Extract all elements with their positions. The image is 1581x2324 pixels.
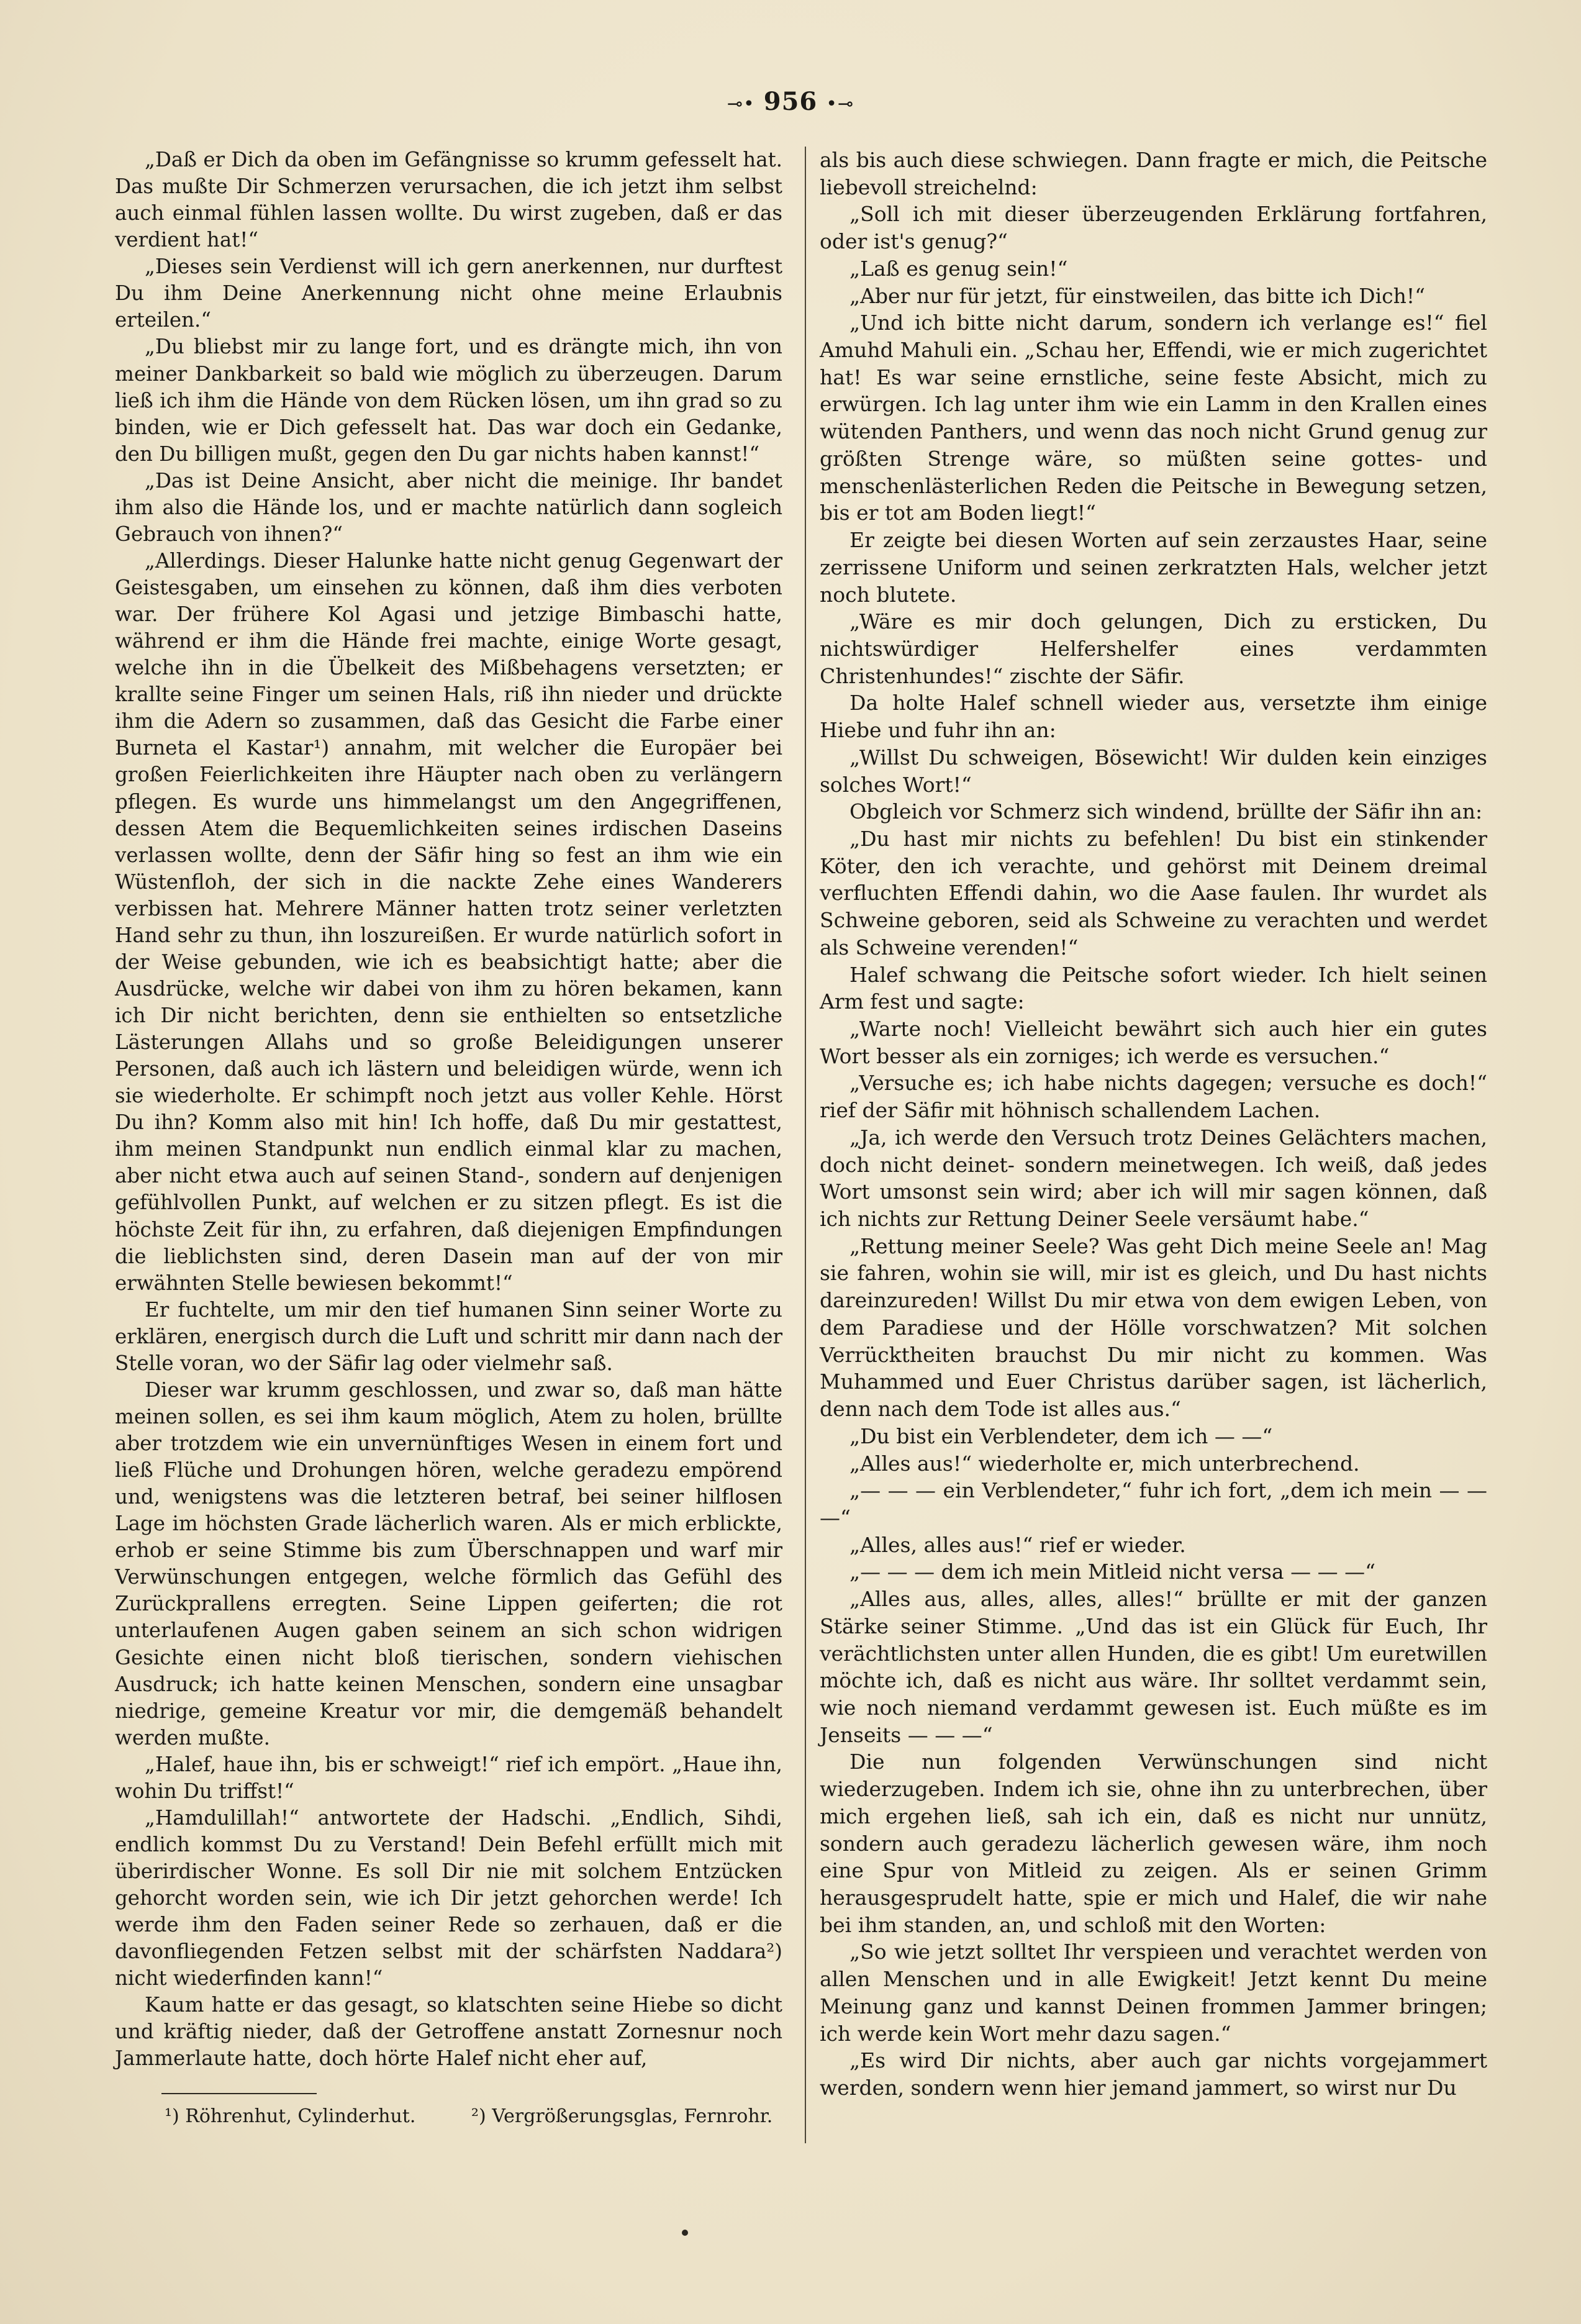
paragraph: „— — — ein Verblendeter,“ fuhr ich fort, „dem ich mein — — —“ (820, 1478, 1487, 1530)
paragraph: „Ja, ich werde den Versuch trotz Deines Gelächters machen, doch nicht deinet- sondern meinetwegen. Ich weiß, daß jedes Wort umsonst sein wird; aber ich will mir sagen können, daß ich nichts zur Rettung Deiner Seele versäumt habe.“ (820, 1125, 1487, 1232)
paragraph: „Rettung meiner Seele? Was geht Dich meine Seele an! Mag sie fahren, wohin sie will, mir ist es gleich, und Du hast nichts dareinzureden! Willst Du mir etwa von dem ewigen Leben, von dem Paradiese und der Hölle vorschwatzen? Mit solchen Verrücktheiten brauchst Du mir nicht zu kommen. Was Muhammed und Euer Christus darüber sagen, ist lächerlich, denn nach dem Tode ist alles aus.“ (820, 1233, 1487, 1422)
paragraph: Dieser war krumm geschlossen, und zwar so, daß man hätte meinen sollen, es sei ihm kaum möglich, Atem zu holen, brüllte aber trotzdem wie ein unvernünftiges Wesen in einem fort und ließ Flüche und Drohungen hören, welche geradezu empörend und, wenigstens was die letzteren betraf, bei seiner hilflosen Lage im höchsten Grade lächerlich waren. Als er mich erblickte, erhob er seine Stimme bis zum Überschnappen und warf mir Verwünschungen entgegen, welche förmlich das Gefühl des Zurückprallens erregten. Seine Lippen geiferten; die rot unterlaufenen Augen gaben seinem an sich schon widrigen Gesichte einen nicht bloß tierischen, sondern viehischen Ausdruck; ich hatte keinen Menschen, sondern eine unsagbar niedrige, gemeine Kreatur vor mir, die demgemäß behandelt werden mußte. (115, 1378, 782, 1750)
footnote-2: ²) Vergrößerungsglas, Fernrohr. (471, 2105, 773, 2127)
paragraph: „Du bist ein Verblendeter, dem ich — —“ (849, 1423, 1273, 1448)
right-column (820, 147, 1487, 2102)
page-number: 956 (763, 87, 818, 116)
paragraph: „Alles aus, alles, alles, alles!“ brüllte er mit der ganzen Stärke seiner Stimme. „Und das ist ein Glück für Euch, Ihr verächtlichsten unter allen Hunden, die es gibt! Um euretwillen möchte ich, daß es nicht aus wäre. Ihr solltet verdammt sein, wie noch niemand verdammt gewesen ist. Euch müßte es im Jenseits — — —“ (820, 1587, 1487, 1747)
footnote-rule (161, 2093, 317, 2094)
paragraph: „Willst Du schweigen, Bösewicht! Wir dulden kein einziges solches Wort!“ (820, 745, 1487, 797)
page-header (0, 87, 1581, 116)
paragraph: „Warte noch! Vielleicht bewährt sich auch hier ein gutes Wort besser als ein zorniges; ich werde es versuchen.“ (820, 1017, 1487, 1068)
paragraph: „So wie jetzt solltet Ihr verspieen und verachtet werden von allen Menschen und in alle Ewigkeit! Jetzt kennt Du meine Meinung ganz und kannst Deinen frommen Jammer bringen; ich werde kein Wort mehr dazu sagen.“ (820, 1940, 1487, 2046)
paragraph: Da holte Halef schnell wieder aus, versetzte ihm einige Hiebe und fuhr ihn an: (820, 691, 1487, 743)
paragraph: „Du hast mir nichts zu befehlen! Du bist ein stinkender Köter, den ich verachte, und gehörst mit Deinem dreimal verfluchten Effendi dahin, wo die Aase faulen. Ihr wurdet als Schweine geboren, seid als Schweine zu verachten und werdet als Schweine verenden!“ (820, 826, 1487, 960)
paragraph: Obgleich vor Schmerz sich windend, brüllte der Säfir ihn an: (849, 799, 1483, 824)
paragraph: „Wäre es mir doch gelungen, Dich zu ersticken, Du nichtswürdiger Helfershelfer eines verdammten Christenhundes!“ zischte der Säfir. (820, 609, 1487, 688)
paragraph: „Alles aus!“ wiederholte er, mich unterbrechend. (849, 1451, 1360, 1476)
paragraph: als bis auch diese schwiegen. Dann fragte er mich, die Peitsche liebevoll streichelnd: (820, 148, 1487, 199)
column-divider (805, 147, 806, 2143)
paragraph: „Alles, alles aus!“ rief er wieder. (849, 1532, 1186, 1557)
paragraph: „Halef, haue ihn, bis er schweigt!“ rief ich empört. „Haue ihn, wohin Du triffst!“ (115, 1752, 782, 1803)
paragraph: „Aber nur für jetzt, für einstweilen, das bitte ich Dich!“ (849, 283, 1426, 308)
footnote-1: ¹) Röhrenhut, Cylinderhut. (165, 2105, 416, 2127)
paragraph: Die nun folgenden Verwünschungen sind nicht wiederzugeben. Indem ich sie, ohne ihn zu unterbrechen, über mich ergehen ließ, sah ich ein, daß es nicht nur unnütz, sondern auch geradezu lächerlich gewesen wäre, ihm noch eine Spur von Mitleid zu zeigen. Als er seinen Grimm herausgesprudelt hatte, spie er mich und Halef, die wir nahe bei ihm standen, an, und schloß mit den Worten: (820, 1750, 1487, 1937)
left-ornament-icon: ⊸• (727, 93, 755, 115)
paragraph: Kaum hatte er das gesagt, so klatschten seine Hiebe so dicht und kräftig nieder, daß der Getroffene anstatt Zornesnur noch Jammerlaute hatte, doch hörte Halef nicht eher auf, (115, 1993, 782, 2071)
paragraph: „Hamdulillah!“ antwortete der Hadschi. „Endlich, Sihdi, endlich kommst Du zu Verstand! Dein Befehl erfüllt mich mit überirdischer Wonne. Es soll Dir nie mit solchem Entzücken gehorcht worden sein, wie ich Dir jetzt gehorchen werde! Ich werde ihm den Faden seiner Rede so zerhauen, daß er die davonfliegenden Fetzen selbst mit der schärfsten Naddara²) nicht wiederfinden kann!“ (115, 1805, 782, 1990)
left-column (115, 147, 782, 2072)
paragraph: „Und ich bitte nicht darum, sondern ich verlange es!“ fiel Amuhd Mahuli ein. „Schau her, Effendi, wie er mich zugerichtet hat! Es war seine ernstliche, seine feste Absicht, mich zu erwürgen. Ich lag unter ihm wie ein Lamm in den Krallen eines wütenden Panthers, und wenn das noch nicht Grund genug zur größten Strenge wäre, so müßten seine gottes- und menschenlästerlichen Reden die Peitsche in Bewegung setzen, bis er tot am Boden liegt!“ (820, 311, 1487, 525)
paragraph: Halef schwang die Peitsche sofort wieder. Ich hielt seinen Arm fest und sagte: (820, 962, 1487, 1014)
paragraph: „Du bliebst mir zu lange fort, und es drängte mich, ihn von meiner Dankbarkeit so bald wie möglich zu überzeugen. Darum ließ ich ihm die Hände von dem Rücken lösen, um ihn grad so zu binden, wie er Dich gefesselt hat. Das war doch ein Gedanke, den Du billigen mußt, gegen den Du gar nichts haben kannst!“ (115, 335, 782, 466)
paragraph: „Laß es genug sein!“ (849, 256, 1068, 281)
paragraph: „Daß er Dich da oben im Gefängnisse so krumm gefesselt hat. Das mußte Dir Schmerzen verursachen, die ich jetzt ihm selbst auch einmal fühlen lassen wollte. Du wirst zugeben, daß er das verdient hat!“ (115, 148, 782, 252)
paragraph: „Versuche es; ich habe nichts dagegen; versuche es doch!“ rief der Säfir mit höhnisch schallendem Lachen. (820, 1071, 1487, 1123)
paragraph: „Dieses sein Verdienst will ich gern anerkennen, nur durftest Du ihm Deine Anerkennung nicht ohne meine Erlaubnis erteilen.“ (115, 255, 782, 332)
paragraph: „Das ist Deine Ansicht, aber nicht die meinige. Ihr bandet ihm also die Hände los, und er machte natürlich dann sogleich Gebrauch von ihnen?“ (115, 468, 782, 546)
paragraph: „Soll ich mit dieser überzeugenden Erklärung fortfahren, oder ist's genug?“ (820, 202, 1487, 254)
paragraph: Er zeigte bei diesen Worten auf sein zerzaustes Haar, seine zerrissene Uniform und seinen zerkratzten Hals, welcher jetzt noch blutete. (820, 528, 1487, 607)
paragraph: „— — — dem ich mein Mitleid nicht versa — — —“ (849, 1559, 1375, 1584)
footnotes (165, 2104, 786, 2129)
paragraph: „Allerdings. Dieser Halunke hatte nicht genug Gegenwart der Geistesgaben, um einsehen zu können, daß ihm dies verboten war. Der frühere Kol Agasi und jetzige Bimbaschi hatte, während er ihm die Hände frei machte, einige Worte gesagt, welche ihn in die Übelkeit des Mißbehagens versetzten; er krallte seine Finger um seinen Hals, riß ihn nieder und drückte ihm die Adern so zusammen, daß das Gesicht die Farbe einer Burneta el Kastar¹) annahm, mit welcher die Europäer bei großen Feierlichkeiten ihre Häupter nach oben zu verlängern pflegen. Es wurde uns himmelangst um den Angegriffenen, dessen Atem die Bequemlichkeiten seines irdischen Daseins verlassen wollte, denn der Säfir hing so fest an ihm wie ein Wüstenfloh, der sich in die nackte Zehe eines Wanderers verbissen hat. Mehrere Männer hatten trotz seiner verletzten Hand sehr zu thun, ihn loszureißen. Er wurde natürlich sofort in der Weise gebunden, wie ich es beabsichtigt hatte; aber die Ausdrücke, welche wir dabei von ihm zu hören bekamen, kann ich Dir nicht berichten, denn sie enthielten so entsetzliche Lästerungen Allahs und so große Beleidigungen unserer Personen, daß auch ich lästern und beleidigen würde, wenn ich sie wiederholte. Er schimpft noch jetzt aus voller Kehle. Hörst Du ihn? Komm also mit hin! Ich hoffe, daß Du mir gestattest, ihm meinen Standpunkt nun endlich einmal klar zu machen, aber nicht etwa auch auf seinen Stand-, sondern auf denjenigen gefühlvollen Punkt, auf welchen er zu sitzen pflegt. Es ist die höchste Zeit für ihn, zu erfahren, daß diejenigen Empfindungen die lieblichsten sind, deren Dasein man auf der von mir erwähnten Stelle bewiesen bekommt!“ (115, 548, 782, 1295)
printer-mark-dot (682, 2230, 688, 2236)
paragraph: „Es wird Dir nichts, aber auch gar nichts vorgejammert werden, sondern wenn hier jemand jammert, so wirst nur Du (820, 2048, 1487, 2100)
right-ornament-icon: •⊸ (826, 93, 854, 115)
paragraph: Er fuchtelte, um mir den tief humanen Sinn seiner Worte zu erklären, energisch durch die Luft und schritt mir dann nach der Stelle voran, wo der Säfir lag oder vielmehr saß. (115, 1297, 782, 1375)
